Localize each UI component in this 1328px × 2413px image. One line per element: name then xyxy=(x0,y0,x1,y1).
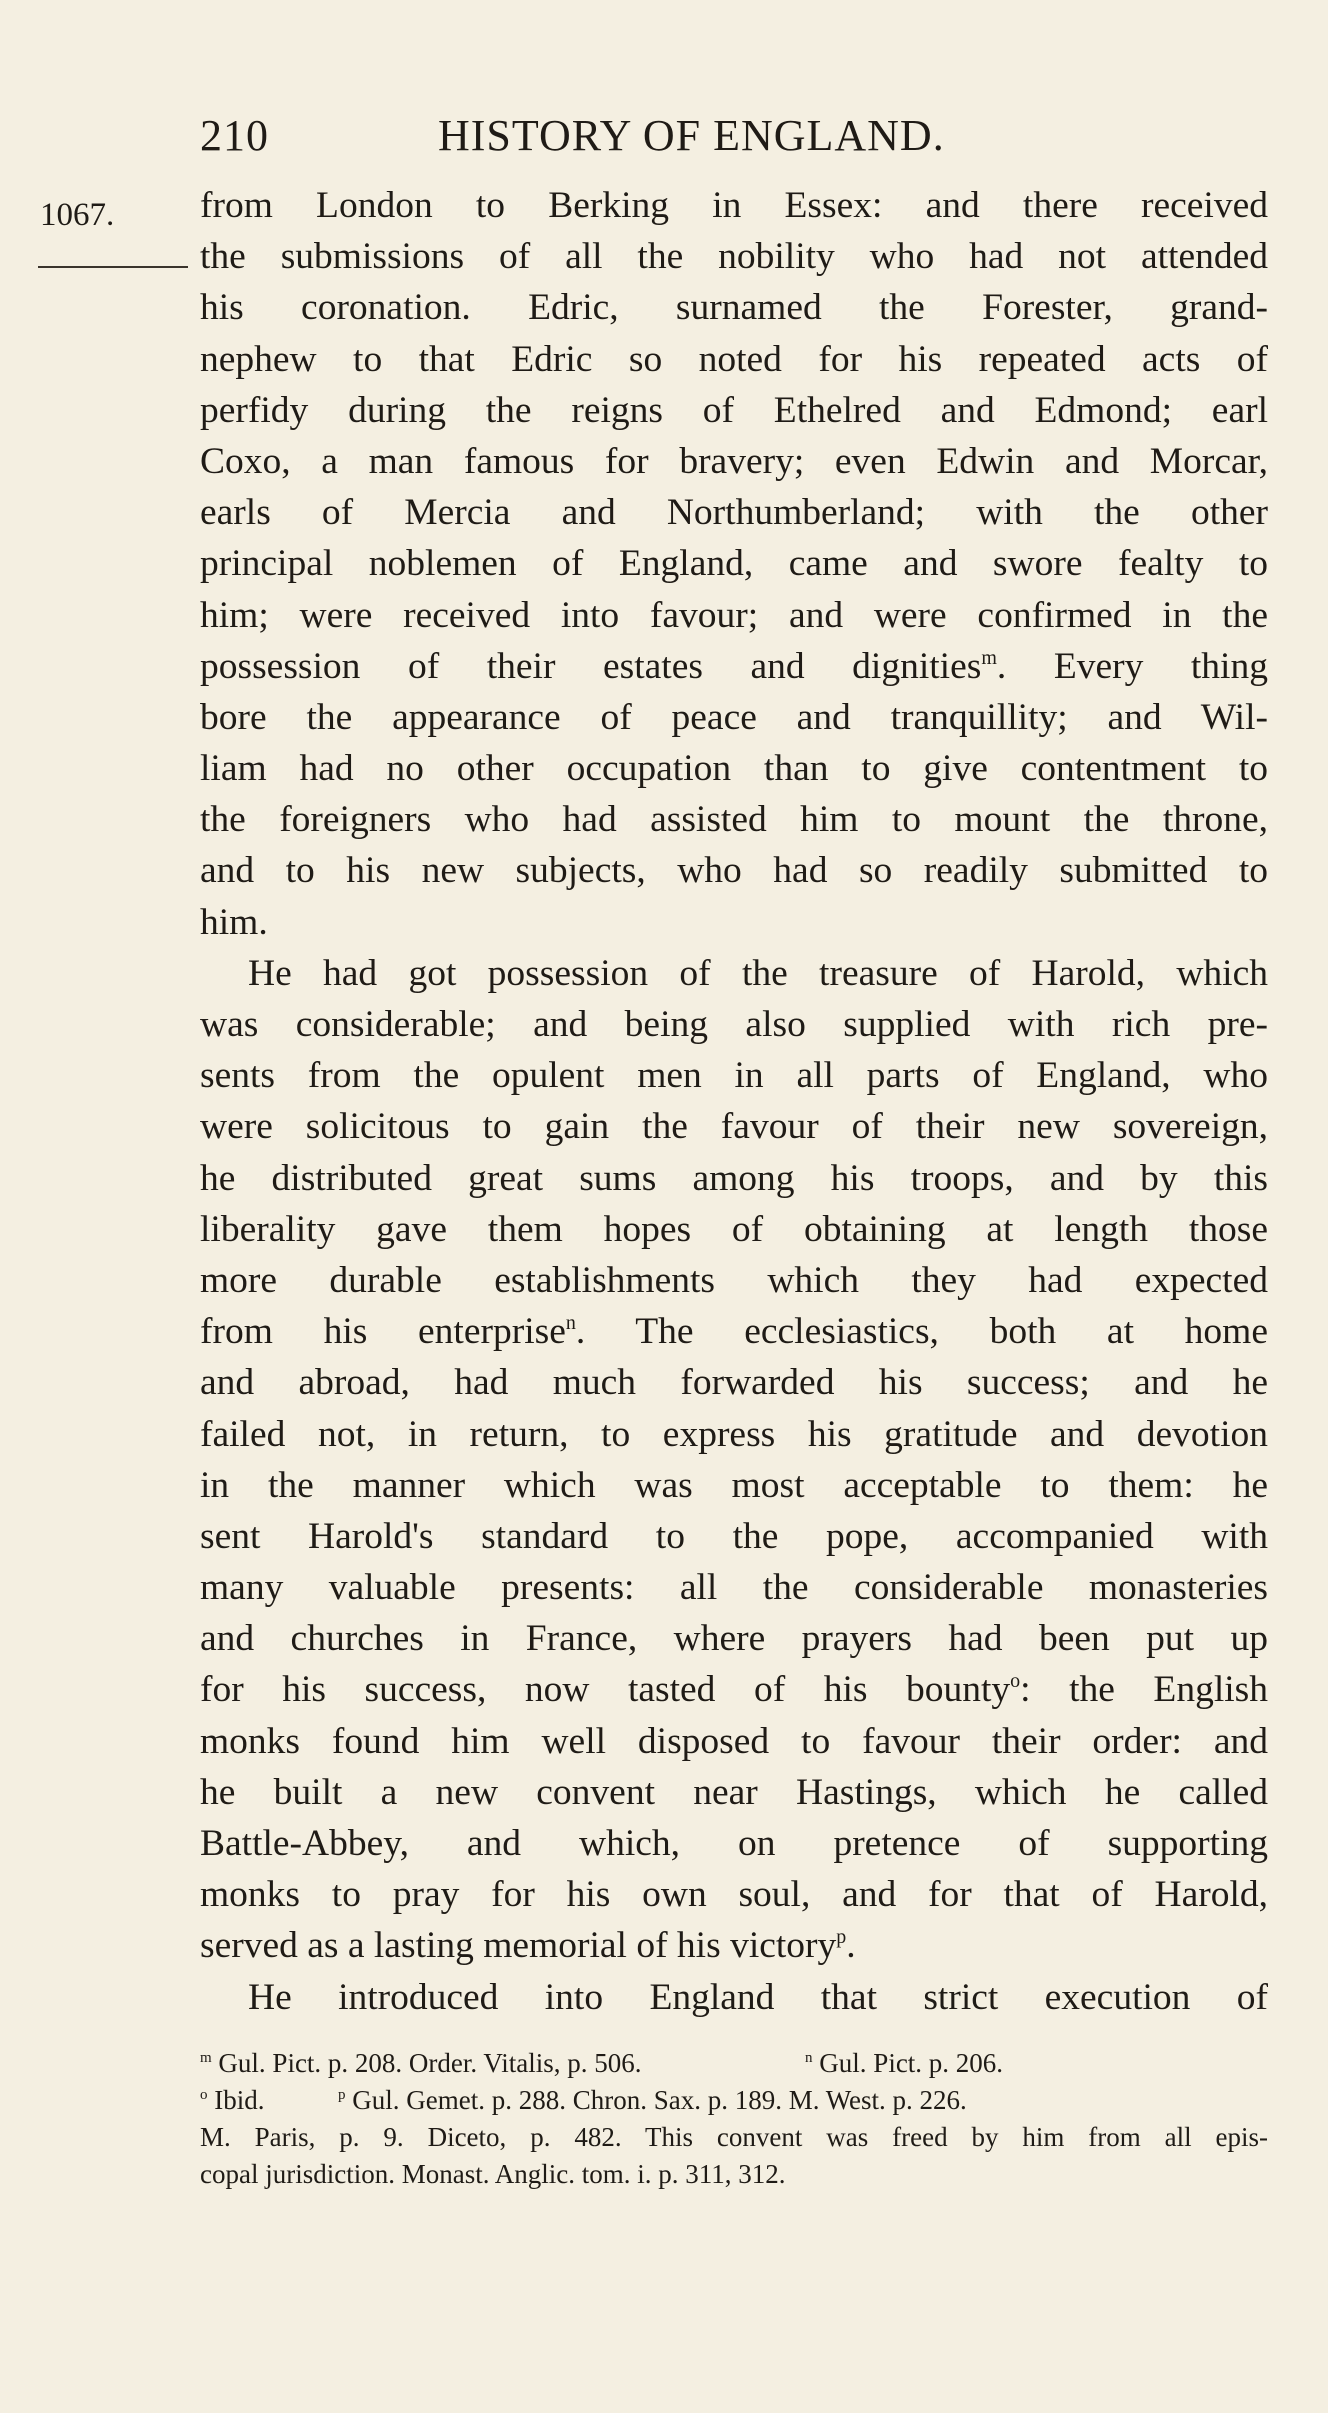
text-line xyxy=(200,641,1268,692)
text-line: liberality gave them hopes of obtaining at length those xyxy=(200,1208,1268,1250)
text-fragment: for his success, now tasted of his bounty xyxy=(200,1669,1011,1711)
text-line: from London to Berking in Essex: and there received xyxy=(200,185,1268,226)
body-text xyxy=(200,180,1268,2023)
text-line: He introduced into England that strict execution of xyxy=(248,1976,1268,2018)
text-fragment: served as a lasting memorial of his victory xyxy=(200,1925,837,1967)
footnote-mark-p: p xyxy=(338,2087,346,2103)
text-line xyxy=(200,1920,1268,1971)
text-line: the foreigners who had assisted him to mount the throne, xyxy=(200,799,1268,841)
text-line: earls of Mercia and Northumberland; with the other xyxy=(200,492,1268,534)
text-line: was considerable; and being also supplied with rich pre- xyxy=(200,1004,1268,1045)
text-line: monks to pray for his own soul, and for that of Harold, xyxy=(200,1874,1268,1916)
footnote-mark-n: n xyxy=(805,2050,813,2066)
text-line xyxy=(200,1306,1268,1357)
footnote-ref-n: n xyxy=(565,1312,576,1335)
text-fragment: possession of their estates and dignities xyxy=(200,645,982,687)
text-line: him; were received into favour; and were confirmed in the xyxy=(200,594,1268,636)
text-line: him. xyxy=(200,901,268,943)
text-line: Battle-Abbey, and which, on pretence of supporting xyxy=(200,1823,1268,1864)
footnote-ref-p: p xyxy=(836,1926,847,1949)
text-fragment: . The ecclesiastics, both at home xyxy=(575,1311,1268,1353)
footnote-n: Gul. Pict. p. 206. xyxy=(819,2048,1004,2078)
text-line: he distributed great sums among his troops, and by this xyxy=(200,1157,1268,1199)
footnote-line xyxy=(200,2045,1268,2082)
text-fragment: . Every thing xyxy=(996,645,1268,687)
page-number: 210 xyxy=(200,111,269,160)
footnote-line xyxy=(200,2082,1268,2119)
text-line: and to his new subjects, who had so readily submitted to xyxy=(200,850,1268,892)
text-line: perfidy during the reigns of Ethelred and Edmond; earl xyxy=(200,389,1268,431)
text-line: sent Harold's standard to the pope, accompanied with xyxy=(200,1515,1268,1557)
text-fragment: : the English xyxy=(1020,1669,1269,1711)
text-fragment: from his enterprise xyxy=(200,1311,566,1353)
text-line: monks found him well disposed to favour their order: and xyxy=(200,1720,1268,1762)
text-line: and churches in France, where prayers had been put up xyxy=(200,1618,1268,1660)
text-line: he built a new convent near Hastings, which he called xyxy=(200,1771,1268,1813)
text-line: sents from the opulent men in all parts of England, who xyxy=(200,1055,1268,1097)
text-line: nephew to that Edric so noted for his repeated acts of xyxy=(200,338,1268,380)
text-line: liam had no other occupation than to give contentment to xyxy=(200,748,1268,790)
text-line: failed not, in return, to express his gratitude and devotion xyxy=(200,1413,1268,1455)
footnote-o: Ibid. xyxy=(214,2085,265,2115)
footnote-p: Gul. Gemet. p. 288. Chron. Sax. p. 189. M. West. p. 226. xyxy=(352,2085,967,2115)
footnote-ref-o: o xyxy=(1010,1670,1021,1693)
text-line: principal noblemen of England, came and swore fealty to xyxy=(200,543,1268,585)
footnote-ref-m: m xyxy=(981,646,997,669)
text-line: more durable establishments which they had expected xyxy=(200,1259,1268,1301)
footnote-mark-o: o xyxy=(200,2087,208,2103)
footnote-m: Gul. Pict. p. 208. Order. Vitalis, p. 506. xyxy=(218,2048,642,2078)
text-line: the submissions of all the nobility who had not attended xyxy=(200,236,1268,278)
text-line: in the manner which was most acceptable to them: he xyxy=(200,1464,1268,1506)
footnote-mark-m: m xyxy=(200,2050,212,2066)
text-line: were solicitous to gain the favour of their new sovereign, xyxy=(200,1106,1268,1148)
text-line: many valuable presents: all the considerable monasteries xyxy=(200,1567,1268,1609)
running-title: HISTORY OF ENGLAND. xyxy=(438,111,945,160)
margin-year: 1067. xyxy=(40,197,115,233)
text-line: his coronation. Edric, surnamed the Forester, grand- xyxy=(200,287,1268,329)
text-line xyxy=(200,1664,1268,1715)
footnote-line: M. Paris, p. 9. Diceto, p. 482. This convent was freed by him from all epis- xyxy=(200,2122,1268,2152)
running-header xyxy=(200,110,1270,166)
footnotes xyxy=(200,2045,1268,2193)
text-line: and abroad, had much forwarded his success; and he xyxy=(200,1362,1268,1404)
footnote-line: copal jurisdiction. Monast. Anglic. tom. i. p. 311, 312. xyxy=(200,2159,786,2189)
text-line: bore the appearance of peace and tranquillity; and Wil- xyxy=(200,696,1268,738)
text-line: Coxo, a man famous for bravery; even Edwin and Morcar, xyxy=(200,440,1268,482)
text-fragment: . xyxy=(846,1925,856,1967)
margin-rule xyxy=(38,266,188,268)
text-line: He had got possession of the treasure of Harold, which xyxy=(248,952,1268,994)
